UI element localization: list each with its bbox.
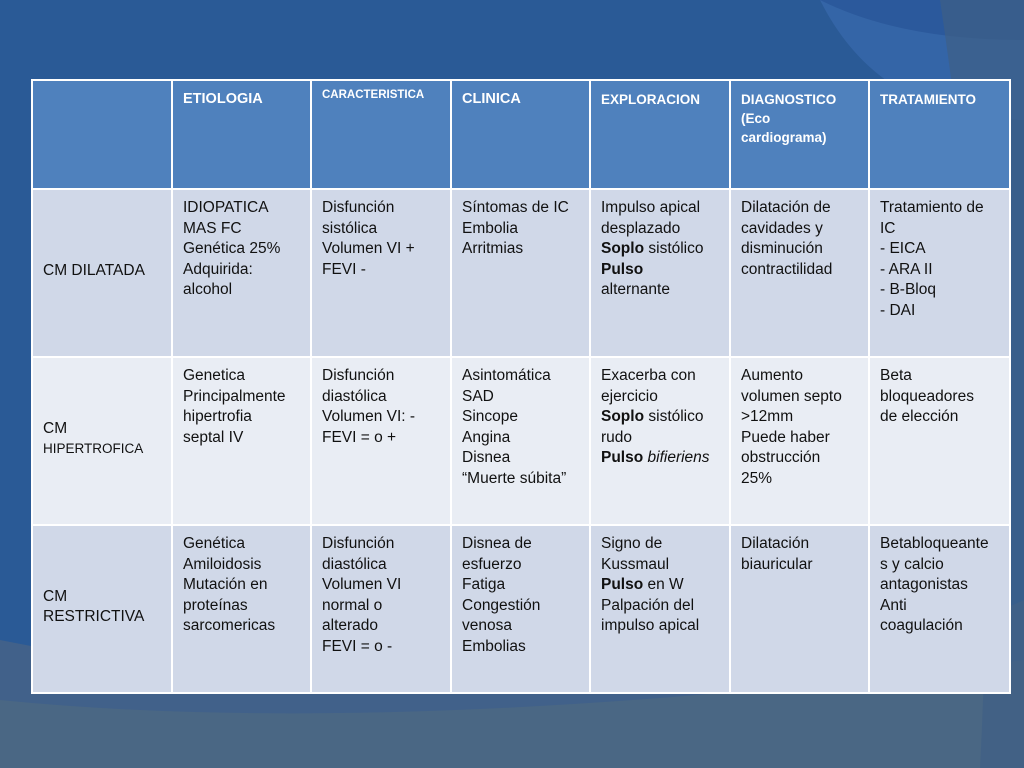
header-exploracion: EXPLORACION [590,80,730,189]
row-label-line1: CM [43,419,68,437]
cell-diagnostico: Dilatación biauricular [730,525,869,693]
table-header-row [32,80,1010,189]
header-etiologia: ETIOLOGIA [172,80,311,189]
exploracion-line1: Impulso apical [601,199,701,216]
cell-tratamiento: Tratamiento de IC - EICA - ARA II - B-Bloq - DAI [869,189,1010,357]
cell-etiologia: IDIOPATICA MAS FC Genética 25% Adquirida: alcohol [172,189,311,357]
exploracion-line1: Exacerba con [601,367,696,384]
cell-diagnostico: Dilatación de cavidades y disminución contractilidad [730,189,869,357]
exploracion-bold1: Soplo [601,240,645,257]
cell-etiologia: Genetica Principalmente hipertrofia septal IV [172,357,311,525]
cell-caracteristica: Disfunción sistólica Volumen VI + FEVI - [311,189,451,357]
exploracion-text1: sistólico rudo [601,408,704,446]
header-caracteristica: CARACTERISTICA [311,80,451,189]
row-label-line1: CM DILATADA [43,261,145,279]
row-label-line2: RESTRICTIVA [43,608,145,625]
row-label [32,189,172,357]
cell-exploracion [590,189,730,357]
cell-clinica: Disnea de esfuerzo Fatiga Congestión venosa Embolias [451,525,590,693]
cell-exploracion [590,525,730,693]
exploracion-line2: ejercicio [601,387,658,405]
exploracion-italic2: bifieriens [647,449,710,466]
table-row [32,525,1010,693]
cardiomyopathy-table [31,79,1011,694]
header-clinica: CLINICA [451,80,590,189]
exploracion-line1: Signo de [601,535,663,552]
row-label [32,357,172,525]
table-row [32,357,1010,525]
cell-clinica: Síntomas de IC Embolia Arritmias [451,189,590,357]
cell-caracteristica: Disfunción diastólica Volumen VI normal o alterado FEVI = o - [311,525,451,693]
header-cell-empty [32,80,172,189]
cell-diagnostico: Aumento volumen septo >12mm Puede haber obstrucción 25% [730,357,869,525]
exploracion-bold1: Pulso [601,576,644,593]
exploracion-bold2: Pulso [601,260,644,278]
exploracion-line2: Kussmaul [601,555,670,573]
cell-caracteristica: Disfunción diastólica Volumen VI: - FEVI = o + [311,357,451,525]
header-tratamiento: TRATAMIENTO [869,80,1010,189]
table-row [32,189,1010,357]
cell-clinica: Asintomática SAD Sincope Angina Disnea “Muerte súbita” [451,357,590,525]
exploracion-bold1: Soplo [601,408,645,425]
exploracion-text1: en W Palpación del impulso apical [601,576,700,634]
exploracion-bold2: Pulso [601,449,644,466]
row-label [32,525,172,693]
cell-etiologia: Genética Amiloidosis Mutación en proteínas sarcomericas [172,525,311,693]
cell-tratamiento: Betabloqueante s y calcio antagonistas Anti coagulación [869,525,1010,693]
exploracion-text1: sistólico [644,240,704,257]
cell-tratamiento: Beta bloqueadores de elección [869,357,1010,525]
exploracion-text2: alternante [601,281,670,298]
header-diagnostico: DIAGNOSTICO (Eco cardiograma) [730,80,869,189]
cell-exploracion [590,357,730,525]
row-label-line1: CM [43,587,68,605]
exploracion-line2: desplazado [601,219,681,237]
row-label-line2: HIPERTROFICA [43,441,144,456]
